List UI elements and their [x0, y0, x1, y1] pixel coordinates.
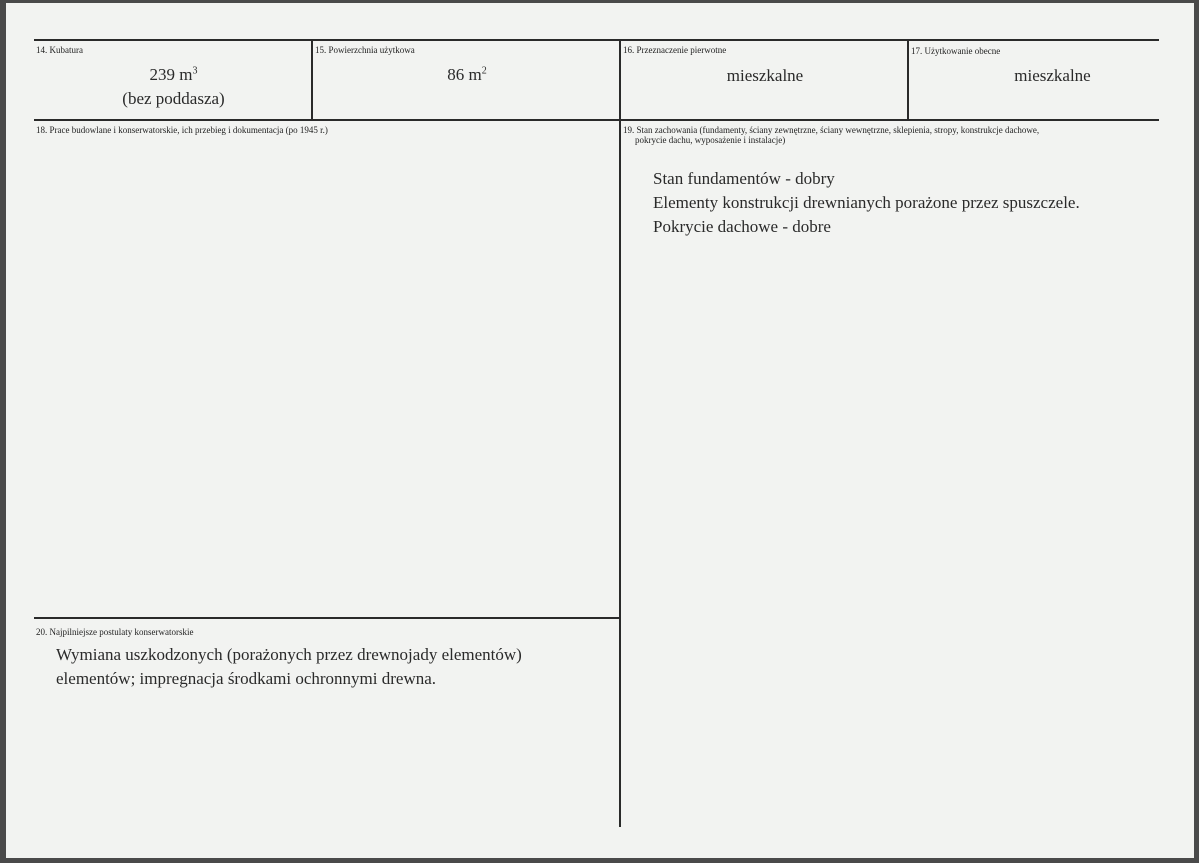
field-15-unit-exponent: 2 [481, 65, 487, 77]
field-18-label: 18. Prace budowlane i konserwatorskie, ich przebieg i dokumentacja (po 1945 r.) [36, 125, 328, 135]
field-15-label: 15. Powierzchnia użytkowa [315, 45, 415, 55]
field-19-label-line-1: 19. Stan zachowania (fundamenty, ściany zewnętrzne, ściany wewnętrzne, sklepienia, stropy, konstrukcje dachowe, [623, 125, 1040, 135]
top-rule [34, 39, 1159, 41]
field-14-amount: 239 m [149, 65, 193, 84]
field-15-amount: 86 m [447, 65, 482, 84]
divider-15-16 [619, 39, 621, 827]
field-19-text [653, 167, 1080, 239]
field-14-note: (bez poddasza) [122, 89, 225, 108]
field-20-text [56, 643, 522, 691]
field-17-value: mieszkalne [1014, 66, 1091, 85]
field-19-label [623, 125, 1143, 145]
field-20-label: 20. Najpilniejsze postulaty konserwatorskie [36, 627, 194, 637]
field-19-label-line-2: pokrycie dachu, wyposażenie i instalacje) [635, 135, 786, 145]
field-19-line-2: Elementy konstrukcji drewnianych porażone przez spuszczele. [653, 193, 1080, 212]
field-19-line-1: Stan fundamentów - dobry [653, 169, 835, 188]
field-14-value [36, 64, 311, 85]
field-14-unit-exponent: 3 [192, 65, 198, 77]
divider-14-15 [311, 39, 313, 121]
section-18-20-divider [34, 617, 620, 619]
field-16-value: mieszkalne [726, 66, 804, 85]
divider-16-17 [907, 39, 909, 121]
field-20-line-1: Wymiana uszkodzonych (porażonych przez drewnojady elementów) [56, 645, 522, 664]
field-16-label: 16. Przeznaczenie pierwotne [623, 45, 727, 55]
field-15-value [315, 64, 619, 85]
field-17-label: 17. Użytkowanie obecne [911, 46, 1001, 56]
field-20-line-2: elementów; impregnacja środkami ochronnymi drewna. [56, 669, 437, 688]
record-card [6, 3, 1194, 858]
row-divider [34, 119, 1159, 121]
field-19-line-3: Pokrycie dachowe - dobre [653, 217, 831, 236]
field-14-label: 14. Kubatura [36, 45, 83, 55]
